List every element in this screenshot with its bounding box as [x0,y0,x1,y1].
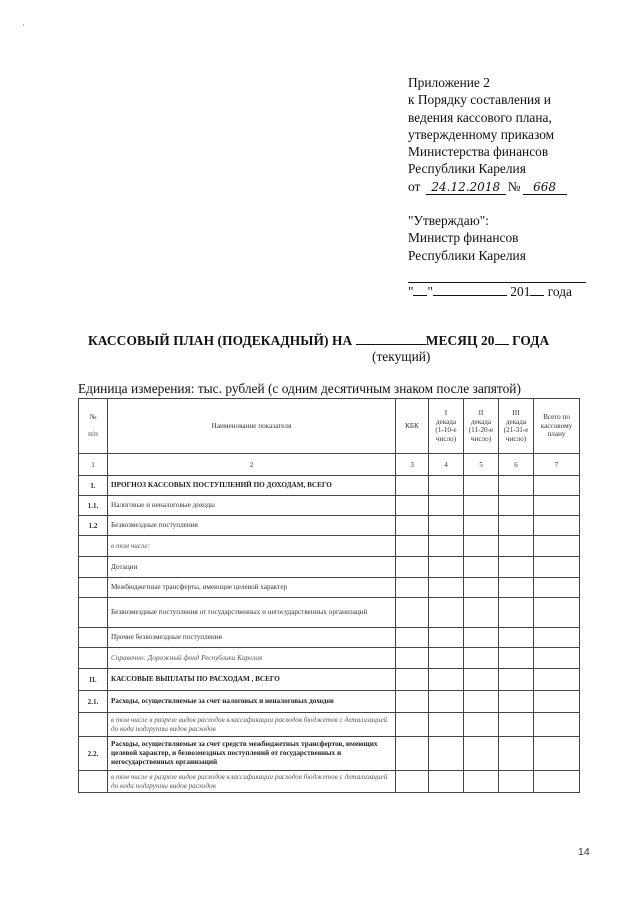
approval-line: Министр финансов [408,230,519,246]
table-row [79,771,580,793]
value-cell [534,737,580,771]
value-cell [499,496,534,516]
row-number: 1.1. [79,496,108,516]
value-cell [464,496,499,516]
month-blank [356,333,426,345]
units-note: Единица измерения: тыс. рублей (с одним десятичным знаком после запятой) [78,381,521,396]
handwritten-date: 24.12.2018 [426,180,506,195]
value-cell [464,737,499,771]
value-cell [534,557,580,578]
column-number-row [79,454,580,476]
order-date-line [408,178,598,195]
value-cell [464,557,499,578]
value-cell [429,516,464,536]
column-number: 7 [534,454,580,476]
approval-block [408,212,598,300]
row-label: Налоговые и неналоговые доходы [108,496,396,516]
row-number: 1.2 [79,516,108,536]
row-number [79,557,108,578]
value-cell [429,628,464,648]
value-cell [396,476,429,496]
date-prefix: от [408,178,421,194]
header-kbk: КБК [396,399,429,454]
value-cell [464,713,499,737]
value-cell [499,476,534,496]
value-cell [396,771,429,793]
value-cell [396,557,429,578]
approval-line: "Утверждаю": [408,213,489,228]
row-number: 2.2. [79,737,108,771]
value-cell [464,578,499,598]
value-cell [396,713,429,737]
value-cell [499,516,534,536]
row-number [79,578,108,598]
row-number [79,536,108,557]
table-row [79,557,580,578]
value-cell [534,771,580,793]
table-row [79,713,580,737]
appendix-line: Республики Карелия [408,161,526,177]
title-subtitle: (текущий) [372,349,431,364]
value-cell [499,536,534,557]
value-cell [464,598,499,628]
value-cell [499,628,534,648]
table-row [79,669,580,691]
row-label: Межбюджетные трансферты, имеющие целевой характер [108,578,396,598]
value-cell [534,669,580,691]
appendix-line: к Порядку составления и [408,92,551,108]
table-row [79,628,580,648]
appendix-line: ведения кассового плана, [408,109,552,125]
quote-close: " [427,283,433,299]
row-number [79,628,108,648]
title-part: ГОДА [512,333,550,348]
page-number: 14 [578,846,590,858]
row-number [79,713,108,737]
value-cell [396,669,429,691]
row-number [79,771,108,793]
value-cell [499,691,534,713]
value-cell [499,669,534,691]
value-cell [464,771,499,793]
value-cell [429,648,464,669]
value-cell [396,648,429,669]
value-cell [429,557,464,578]
value-cell [499,578,534,598]
column-number: 1 [79,454,108,476]
column-number: 5 [464,454,499,476]
value-cell [534,476,580,496]
row-label: в том числе в разрезе видов расходов классификации расходов бюджетов с детализацией до кода подгруппы видов расходов [108,771,396,793]
value-cell [396,536,429,557]
header-name: Наименование показателя [108,399,396,454]
number-prefix: № [507,178,521,194]
appendix-block [408,74,598,195]
value-cell [464,536,499,557]
header-d1: I декада (1-10-е число) [429,399,464,454]
value-cell [464,476,499,496]
value-cell [429,771,464,793]
value-cell [396,691,429,713]
row-label: Дотации [108,557,396,578]
signature-line [408,268,586,283]
title-part: КАССОВЫЙ ПЛАН (ПОДЕКАДНЫЙ) НА [88,333,353,348]
year-blank [495,333,509,345]
month-blank [433,284,507,296]
row-label: Безвозмездные поступления [108,516,396,536]
value-cell [429,737,464,771]
handwritten-number: 668 [523,180,567,195]
table-row [79,737,580,771]
column-number: 3 [396,454,429,476]
approval-date-line [408,283,598,300]
value-cell [499,648,534,669]
cash-plan-table [78,398,580,793]
row-label: КАССОВЫЕ ВЫПЛАТЫ ПО РАСХОДАМ , ВСЕГО [108,669,396,691]
value-cell [499,771,534,793]
header-total: Всего по кассовому плану [534,399,580,454]
table-row [79,648,580,669]
value-cell [534,713,580,737]
value-cell [396,578,429,598]
title-part: МЕСЯЦ 20 [425,333,495,348]
row-number: I. [79,476,108,496]
corner-mark: · [22,20,25,30]
column-number: 2 [108,454,396,476]
value-cell [464,516,499,536]
value-cell [534,648,580,669]
row-label: ПРОГНОЗ КАССОВЫХ ПОСТУПЛЕНИЙ ПО ДОХОДАМ, ВСЕГО [108,476,396,496]
value-cell [464,669,499,691]
table-header-row [79,399,580,454]
row-label: Справочно: Дорожный фонд Республики Карелия [108,648,396,669]
column-number: 4 [429,454,464,476]
value-cell [429,496,464,516]
row-number [79,648,108,669]
table-row [79,536,580,557]
page-title [88,333,549,349]
row-number: II. [79,669,108,691]
value-cell [499,737,534,771]
value-cell [396,737,429,771]
value-cell [534,516,580,536]
value-cell [464,628,499,648]
appendix-line: Приложение 2 [408,75,490,90]
quote-open: " [408,283,414,299]
value-cell [464,691,499,713]
value-cell [534,578,580,598]
year-prefix: 201 [510,283,531,299]
header-num: № п/п [79,399,108,454]
row-label: Расходы, осуществляемые за счет налоговых и неналоговых доходов [108,691,396,713]
value-cell [534,536,580,557]
value-cell [429,598,464,628]
value-cell [499,713,534,737]
table-row [79,496,580,516]
value-cell [396,628,429,648]
row-label: Расходы, осуществляемые за счет средств межбюджетных трансфертов, имеющих целевой характер, и безвозмездных поступлений от государственных и негосударственных организаций [108,737,396,771]
approval-line: Республики Карелия [408,247,526,263]
appendix-line: Министерства финансов [408,144,549,160]
value-cell [464,648,499,669]
value-cell [534,598,580,628]
table-row [79,598,580,628]
value-cell [534,496,580,516]
value-cell [396,496,429,516]
row-number: 2.1. [79,691,108,713]
value-cell [429,691,464,713]
row-number [79,598,108,628]
row-label: Безвозмездные поступления от государственных и негосударственных организаций [108,598,396,628]
value-cell [396,516,429,536]
column-number: 6 [499,454,534,476]
year-blank [530,284,544,296]
value-cell [534,691,580,713]
value-cell [429,536,464,557]
table-row [79,691,580,713]
row-label: в том числе: [108,536,396,557]
value-cell [396,598,429,628]
year-suffix: года [547,283,572,299]
value-cell [499,557,534,578]
header-d3: III декада (21-31-е число) [499,399,534,454]
value-cell [429,578,464,598]
value-cell [429,713,464,737]
table-row [79,476,580,496]
header-d2: II декада (11-20-е число) [464,399,499,454]
row-label: в том числе в разрезе видов расходов классификации расходов бюджетов с детализацией до кода подгруппы видов расходов [108,713,396,737]
appendix-line: утвержденному приказом [408,126,555,142]
value-cell [429,669,464,691]
row-label: Прочие безвозмездные поступления [108,628,396,648]
value-cell [429,476,464,496]
value-cell [499,598,534,628]
value-cell [534,628,580,648]
day-blank [413,284,427,296]
table-row [79,578,580,598]
table-row [79,516,580,536]
